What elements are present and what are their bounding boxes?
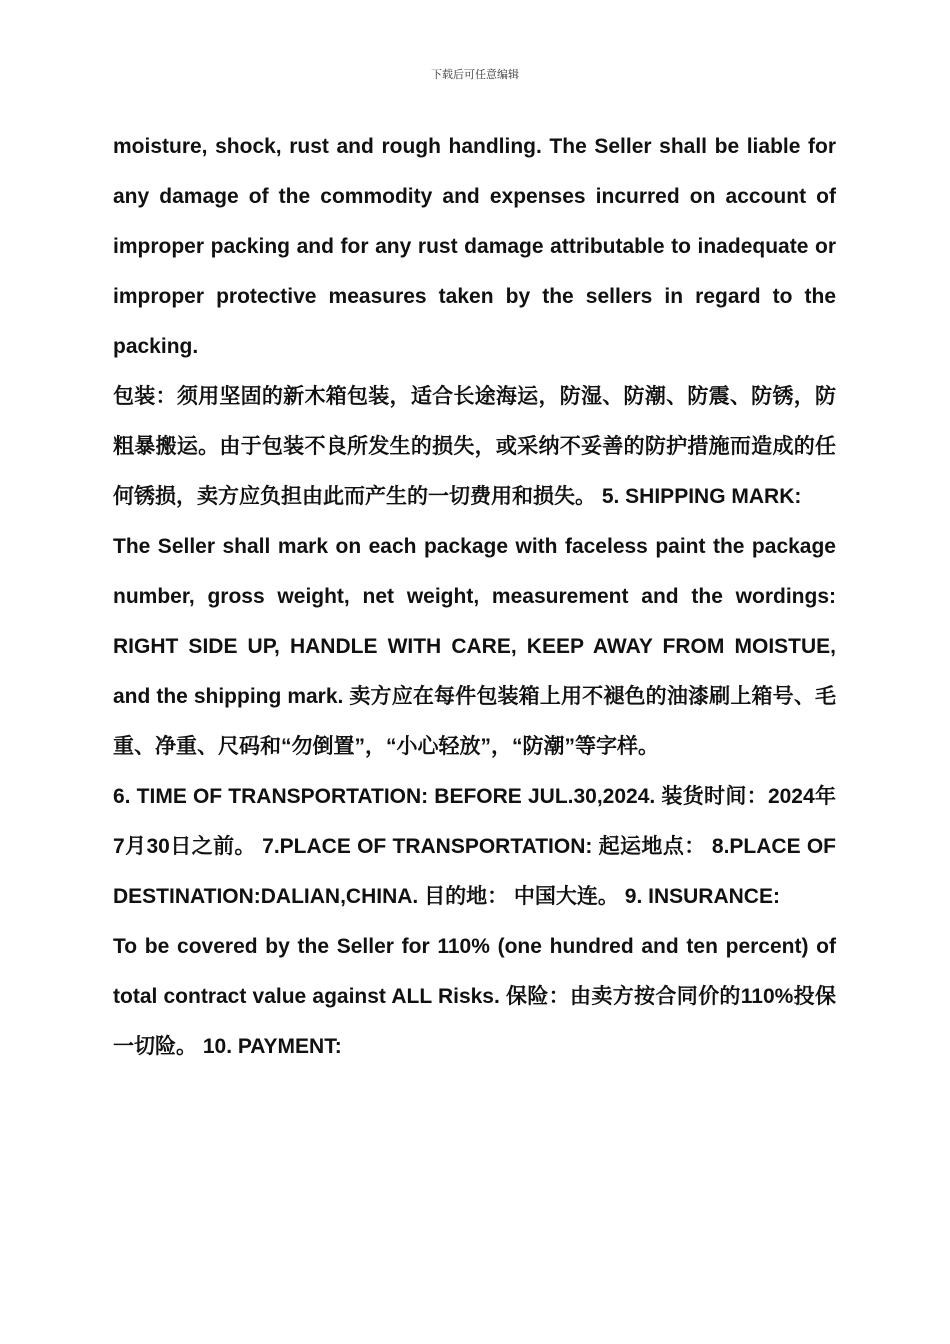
page-header: 下载后可任意编辑 — [431, 68, 519, 81]
document-body — [113, 122, 836, 1072]
paragraph-packing-cn: 包装：须用坚固的新木箱包装，适合长途海运，防湿、防潮、防震、防锈，防粗暴搬运。由于包装不良所发生的损失，或采纳不妥善的防护措施而造成的任何锈损，卖方应负担由此而产生的一切费用和损失。 5. SHIPPING MARK: — [113, 385, 836, 508]
paragraph-insurance: To be covered by the Seller for 110% (one hundred and ten percent) of total contract value against ALL Risks. 保险：由卖方按合同价的110%投保一切险。 10. PAYMENT: — [113, 935, 836, 1058]
paragraph-packing-en: moisture, shock, rust and rough handling. The Seller shall be liable for any damage of the commodity and expenses incurred on account of improper packing and for any rust damage attributable to inadequate or improper protective measures taken by the sellers in regard to the packing. — [113, 135, 836, 358]
paragraph-shipping-mark: The Seller shall mark on each package with faceless paint the package number, gross weight, net weight, measurement and the wordings: RIGHT SIDE UP, HANDLE WITH CARE, KEEP AWAY FROM MOISTUE, and the shipping mark. 卖方应在每件包装箱上用不褪色的油漆刷上箱号、毛重、净重、尺码和“勿倒置”，“小心轻放”，“防潮”等字样。 — [113, 535, 836, 758]
paragraph-transportation: 6. TIME OF TRANSPORTATION: BEFORE JUL.30,2024. 装货时间：2024年7月30日之前。 7.PLACE OF TRANSPORTATION: 起运地点： 8.PLACE OF DESTINATION:DALIAN,CHINA. 目的地： 中国大连。 9. INSURANCE: — [113, 785, 836, 908]
